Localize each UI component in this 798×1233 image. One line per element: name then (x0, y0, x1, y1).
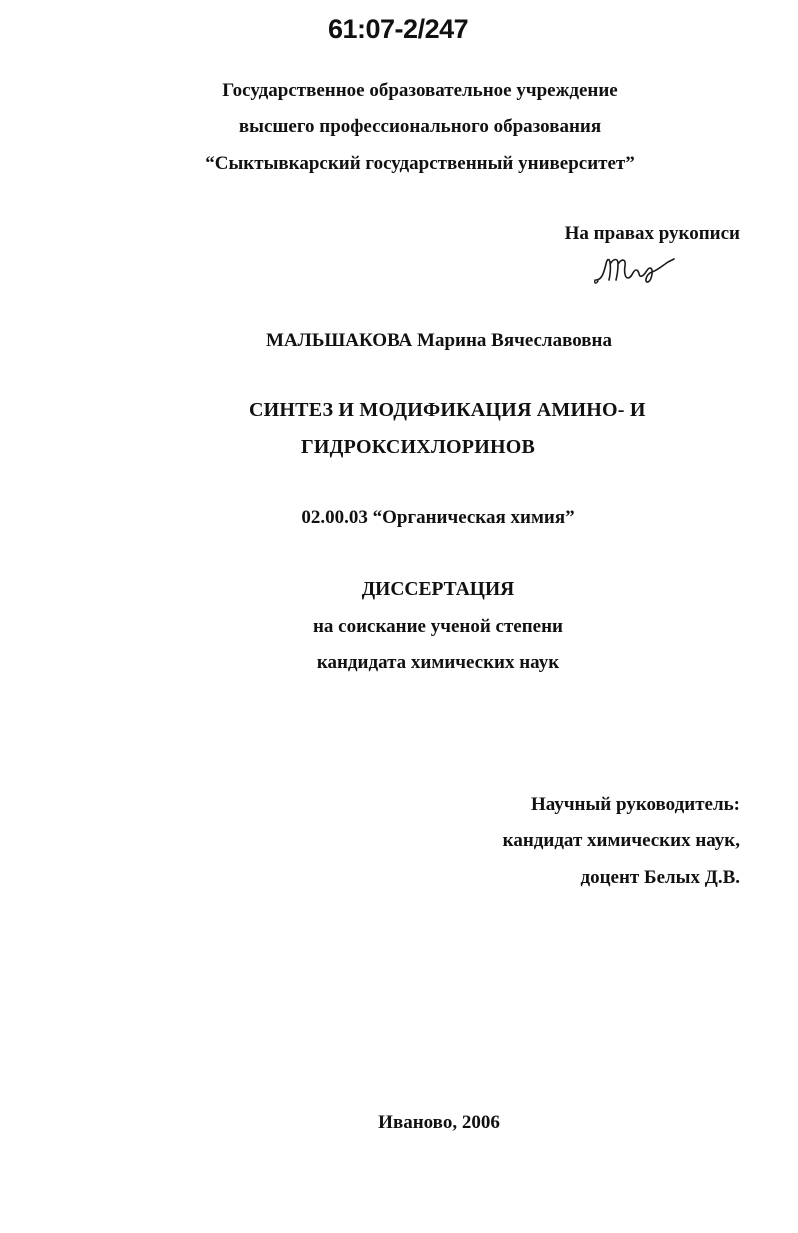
degree-line-2: кандидата химических наук (316, 652, 560, 673)
supervisor-name: доцент Белых Д.В. (580, 867, 740, 888)
dissertation-title-line-2: ГИДРОКСИХЛОРИНОВ (301, 436, 536, 458)
degree-line-1: на соискание ученой степени (312, 616, 563, 637)
dissertation-title-line-1: СИНТЕЗ И МОДИФИКАЦИЯ АМИНО- И (249, 399, 646, 421)
catalog-code: 61:07-2/247 (328, 14, 469, 44)
handwritten-signature-icon (592, 250, 676, 286)
institution-line-1: Государственное образовательное учреждение (222, 80, 618, 101)
supervisor-label: Научный руководитель: (531, 794, 740, 815)
rights-note: На правах рукописи (564, 223, 740, 244)
author-name: МАЛЬШАКОВА Марина Вячеславовна (266, 330, 612, 351)
specialty-code: 02.00.03 “Органическая химия” (301, 507, 575, 528)
dissertation-heading: ДИССЕРТАЦИЯ (361, 579, 515, 600)
institution-line-3: “Сыктывкарский государственный университет” (205, 153, 635, 174)
place-year: Иваново, 2006 (378, 1112, 500, 1133)
supervisor-degree: кандидат химических наук, (502, 830, 740, 851)
institution-line-2: высшего профессионального образования (238, 116, 602, 137)
